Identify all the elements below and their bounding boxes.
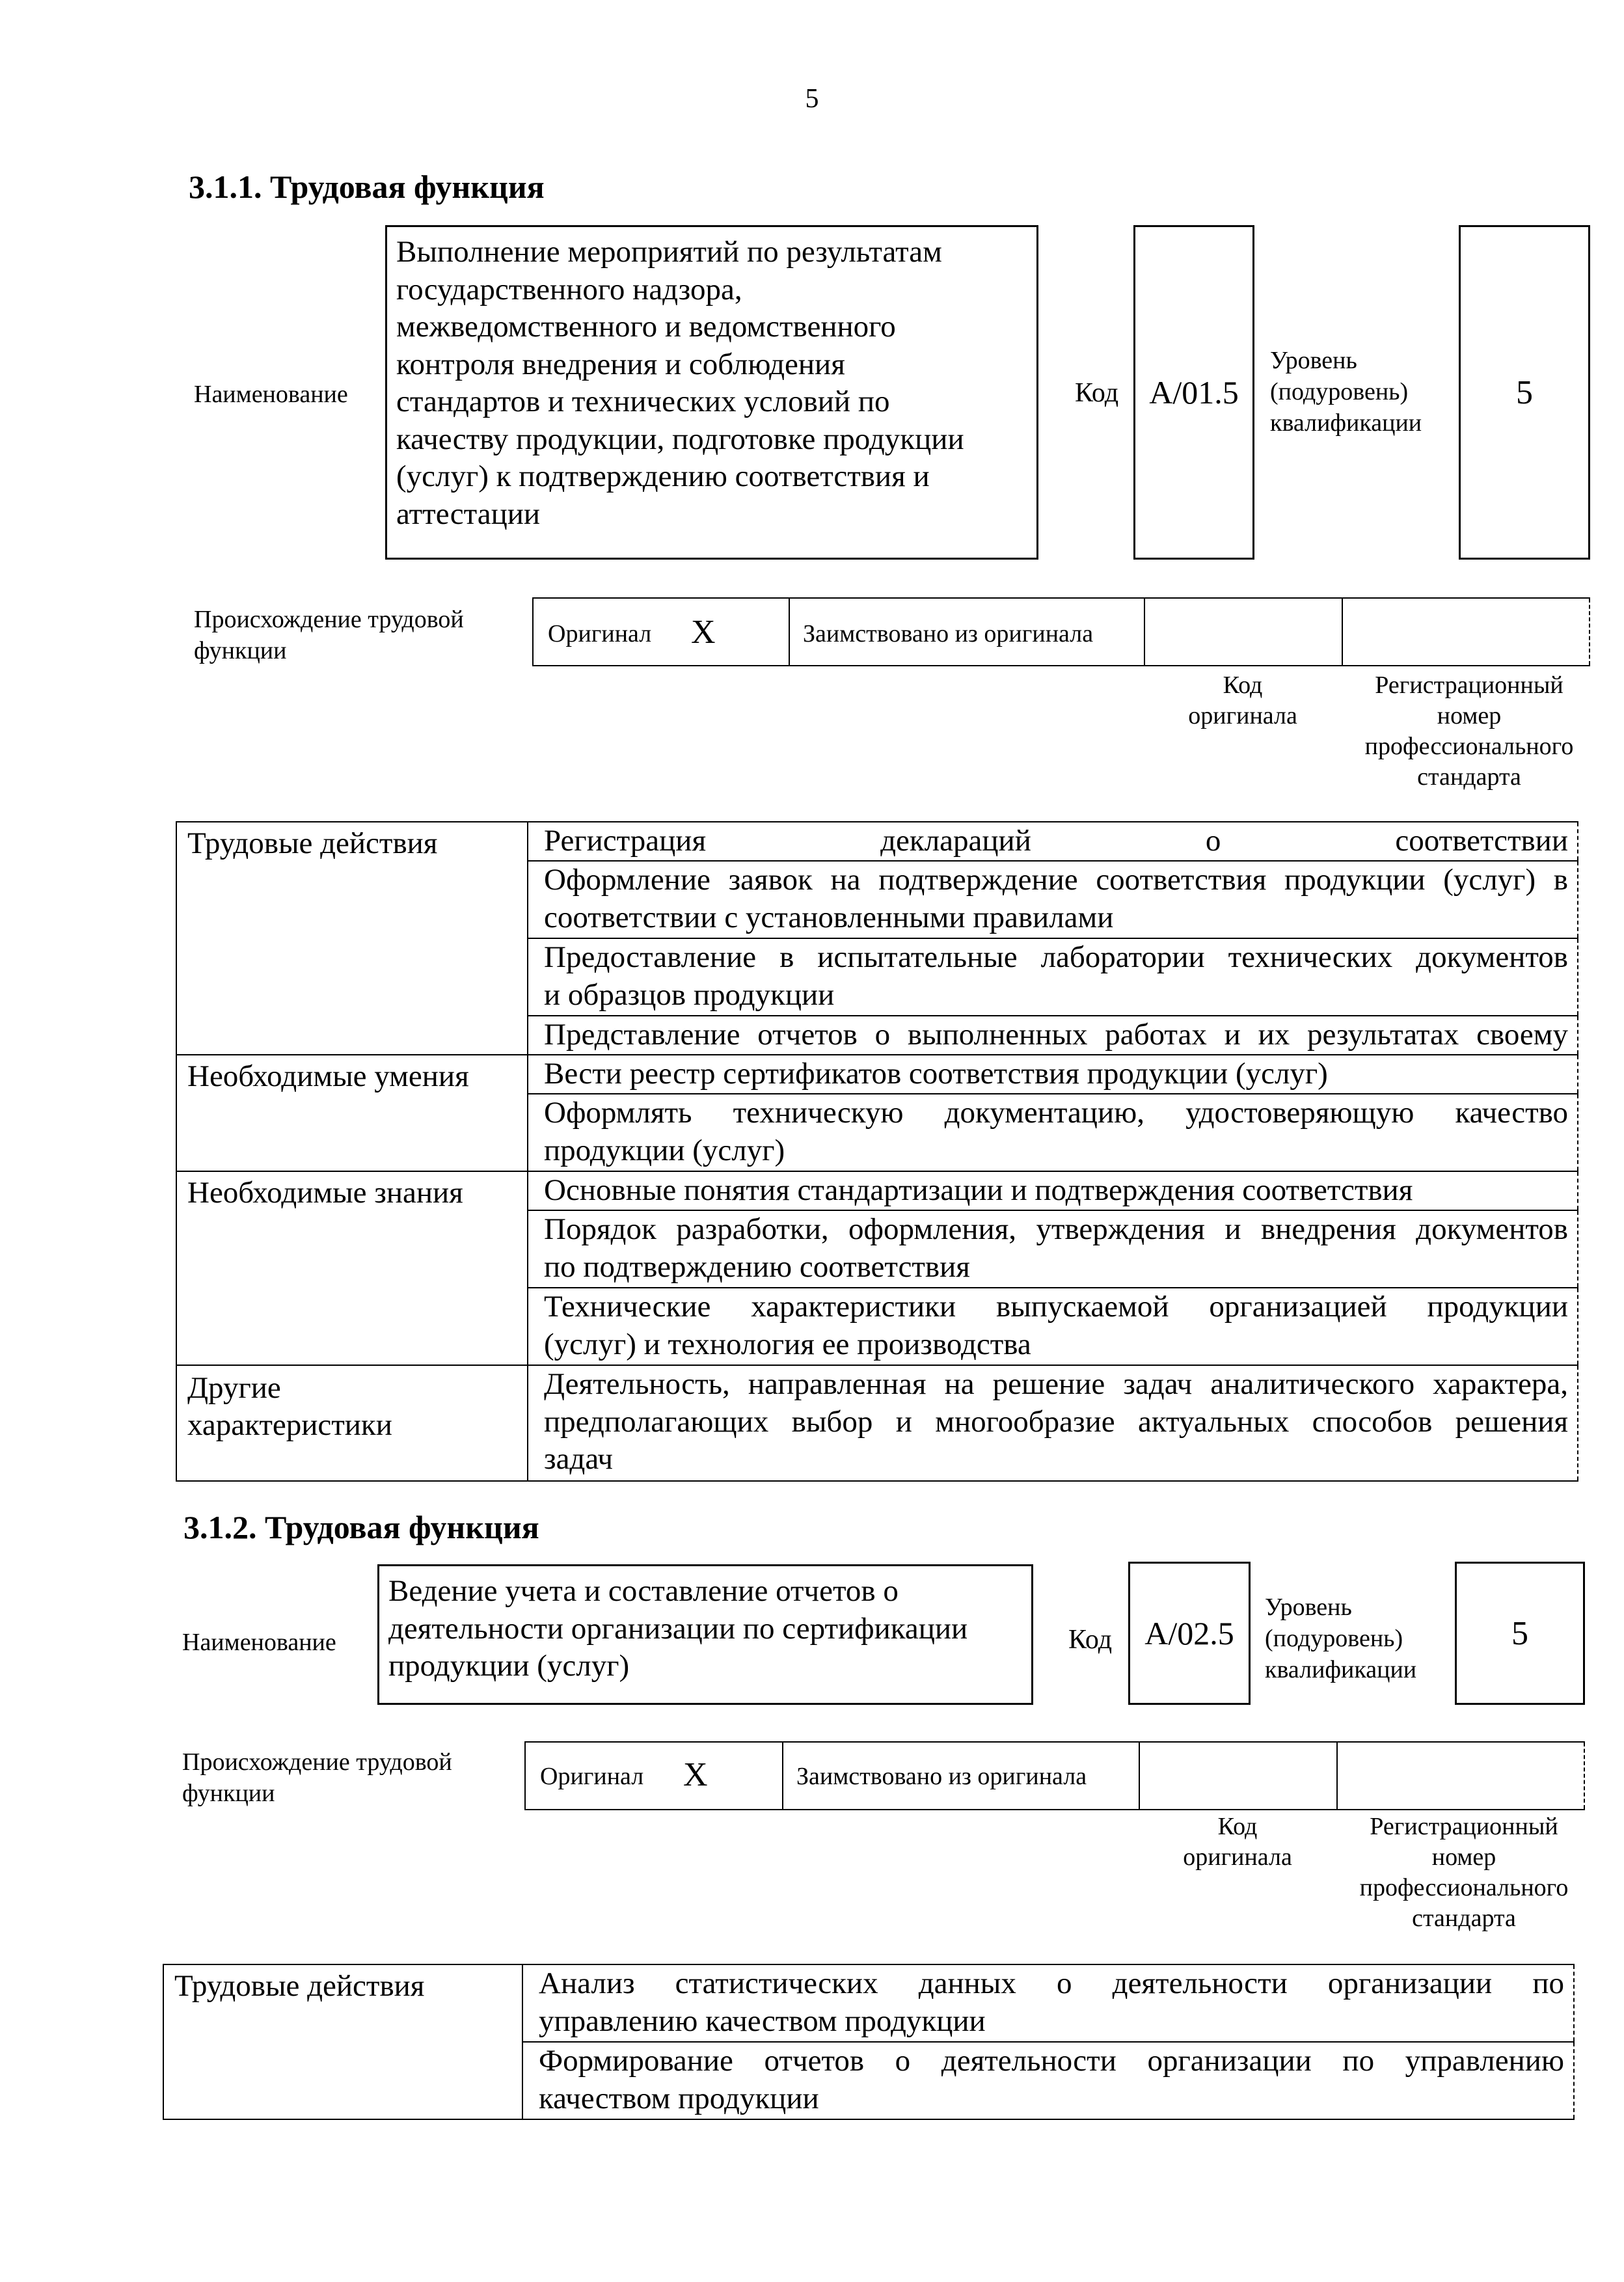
item-line: продукции (услуг) <box>544 1133 785 1167</box>
code-label: Код <box>1068 1625 1113 1655</box>
item-line: Формирование отчетов о деятельности организации по управлению <box>539 2044 1564 2078</box>
item-line: Основные понятия стандартизации и подтверждения соответствия <box>544 1173 1413 1207</box>
label-line: Трудовые действия <box>187 826 438 860</box>
details-label <box>176 1171 528 1365</box>
name-line: аттестации <box>396 496 541 531</box>
details-label <box>163 1964 522 2119</box>
item-line: качеством продукции <box>539 2081 819 2115</box>
origin-row <box>532 597 1590 666</box>
level-value-box <box>1455 1562 1585 1705</box>
origin-original-label: Оригинал <box>548 620 652 647</box>
caption-line: профессионального <box>1359 1874 1569 1901</box>
code-label: Код <box>1075 378 1119 408</box>
caption-line: Регистрационный <box>1375 672 1563 699</box>
origin-label <box>194 604 464 666</box>
origin-borrowed-cell <box>782 1743 1139 1809</box>
name-line: продукции (услуг) <box>388 1649 630 1683</box>
name-line: стандартов и технических условий по <box>396 385 890 418</box>
level-value-box <box>1459 225 1590 560</box>
caption-line: Код <box>1217 1813 1258 1840</box>
caption-line: Код <box>1223 672 1263 699</box>
origin-original-cell <box>532 599 789 665</box>
level-value: 5 <box>1516 374 1533 411</box>
item-line: управлению качеством продукции <box>539 2004 986 2038</box>
details-label <box>176 1055 528 1171</box>
item-line: Предоставление в испытательные лаборатории технических документов <box>544 940 1568 974</box>
details-table <box>176 821 1578 1482</box>
code-value-box <box>1133 225 1254 560</box>
details-item <box>528 1171 1578 1210</box>
origin-code-cell <box>1144 599 1342 665</box>
item-line: по подтверждению соответствия <box>544 1249 970 1284</box>
item-line: Вести реестр сертификатов соответствия продукции (услуг) <box>544 1057 1328 1091</box>
origin-row <box>524 1741 1585 1810</box>
details-item <box>528 938 1578 1016</box>
origin-reg-caption <box>1342 670 1597 793</box>
level-label-line: Уровень <box>1265 1594 1352 1621</box>
caption-line: стандарта <box>1417 763 1521 791</box>
item-line: Анализ статистических данных о деятельности организации по <box>539 1966 1564 2000</box>
level-value: 5 <box>1511 1614 1528 1652</box>
page-number: 5 <box>805 84 819 114</box>
origin-mark: X <box>683 1756 708 1793</box>
details-item <box>528 1288 1578 1365</box>
origin-label-line: функции <box>182 1780 275 1807</box>
origin-code-caption <box>1144 670 1342 731</box>
name-line: деятельности организации по сертификации <box>388 1611 968 1646</box>
origin-reg-cell <box>1342 599 1590 665</box>
origin-borrowed-label: Заимствовано из оригинала <box>803 620 1094 647</box>
section-heading: 3.1.1. Трудовая функция <box>189 169 545 205</box>
origin-original-label: Оригинал <box>540 1763 644 1790</box>
label-line: Необходимые умения <box>187 1059 469 1093</box>
code-value-box <box>1128 1562 1251 1705</box>
caption-line: номер <box>1437 702 1502 729</box>
label-line: Трудовые действия <box>174 1969 425 2003</box>
origin-mark: X <box>691 614 716 651</box>
item-line: и образцов продукции <box>544 977 835 1012</box>
item-line: Представление отчетов о выполненных работах и их результатах своему <box>544 1018 1568 1052</box>
details-item <box>528 1055 1578 1094</box>
level-label-line: (подуровень) <box>1270 378 1409 405</box>
level-label-line: квалификации <box>1265 1656 1417 1683</box>
level-label-line: квалификации <box>1270 409 1422 437</box>
origin-label-line: функции <box>194 637 287 664</box>
item-line: Оформлять техническую документацию, удостоверяющую качество <box>544 1096 1568 1130</box>
details-item <box>528 1016 1578 1055</box>
caption-line: оригинала <box>1188 702 1297 729</box>
label-line: характеристики <box>187 1408 392 1442</box>
code-value: A/02.5 <box>1144 1615 1234 1651</box>
item-line: задач <box>544 1442 613 1476</box>
label-line: Другие <box>187 1371 281 1405</box>
name-line: Ведение учета и составление отчетов о <box>388 1574 899 1608</box>
name-label: Наименование <box>194 381 348 408</box>
item-line: соответствии с установленными правилами <box>544 900 1114 934</box>
origin-borrowed-label: Заимствовано из оригинала <box>796 1763 1087 1790</box>
origin-reg-cell <box>1336 1743 1585 1809</box>
function-name-box <box>377 1564 1033 1705</box>
level-label-line: (подуровень) <box>1265 1625 1403 1652</box>
details-item <box>522 2042 1574 2119</box>
name-line: Выполнение мероприятий по результатам <box>396 235 942 269</box>
details-table <box>163 1964 1575 2120</box>
label-line: Необходимые знания <box>187 1176 463 1210</box>
details-item <box>528 1094 1578 1171</box>
name-label: Наименование <box>182 1629 336 1656</box>
origin-code-caption <box>1139 1812 1336 1873</box>
name-line: (услуг) к подтверждению соответствия и <box>396 459 930 493</box>
level-label-line: Уровень <box>1270 347 1357 374</box>
details-item <box>528 1210 1578 1288</box>
code-value: A/01.5 <box>1149 374 1239 411</box>
level-label <box>1270 345 1422 439</box>
caption-line: оригинала <box>1183 1843 1292 1871</box>
item-line: предполагающих выбор и многообразие актуальных способов решения <box>544 1404 1568 1439</box>
origin-label-line: Происхождение трудовой <box>194 606 464 633</box>
level-label <box>1265 1592 1416 1685</box>
origin-reg-caption <box>1336 1812 1591 1934</box>
item-line: Порядок разработки, оформления, утверждения и внедрения документов <box>544 1212 1568 1246</box>
caption-line: номер <box>1431 1843 1496 1871</box>
details-item <box>528 822 1578 861</box>
caption-line: стандарта <box>1412 1905 1516 1932</box>
caption-line: профессионального <box>1364 733 1574 760</box>
details-item <box>522 1964 1574 2042</box>
details-item <box>528 1365 1578 1481</box>
origin-code-cell <box>1139 1743 1336 1809</box>
item-line: Оформление заявок на подтверждение соответствия продукции (услуг) в <box>544 863 1568 897</box>
name-line: межведомственного и ведомственного <box>396 310 896 344</box>
caption-line: Регистрационный <box>1370 1813 1558 1840</box>
origin-label <box>182 1746 452 1809</box>
origin-borrowed-cell <box>789 599 1144 665</box>
name-line: государственного надзора, <box>396 272 742 306</box>
details-label <box>176 822 528 1055</box>
details-label <box>176 1365 528 1481</box>
origin-original-cell <box>524 1743 782 1809</box>
section-heading: 3.1.2. Трудовая функция <box>183 1509 539 1545</box>
item-line: Регистрация деклараций о соответствии <box>544 824 1568 858</box>
item-line: Технические характеристики выпускаемой организацией продукции <box>544 1290 1568 1324</box>
name-line: контроля внедрения и соблюдения <box>396 347 845 381</box>
item-line: Деятельность, направленная на решение задач аналитического характера, <box>544 1367 1568 1401</box>
details-item <box>528 861 1578 938</box>
function-name-box <box>385 225 1038 560</box>
name-line: качеству продукции, подготовке продукции <box>396 422 964 456</box>
origin-label-line: Происхождение трудовой <box>182 1748 452 1776</box>
item-line: (услуг) и технология ее производства <box>544 1327 1031 1361</box>
